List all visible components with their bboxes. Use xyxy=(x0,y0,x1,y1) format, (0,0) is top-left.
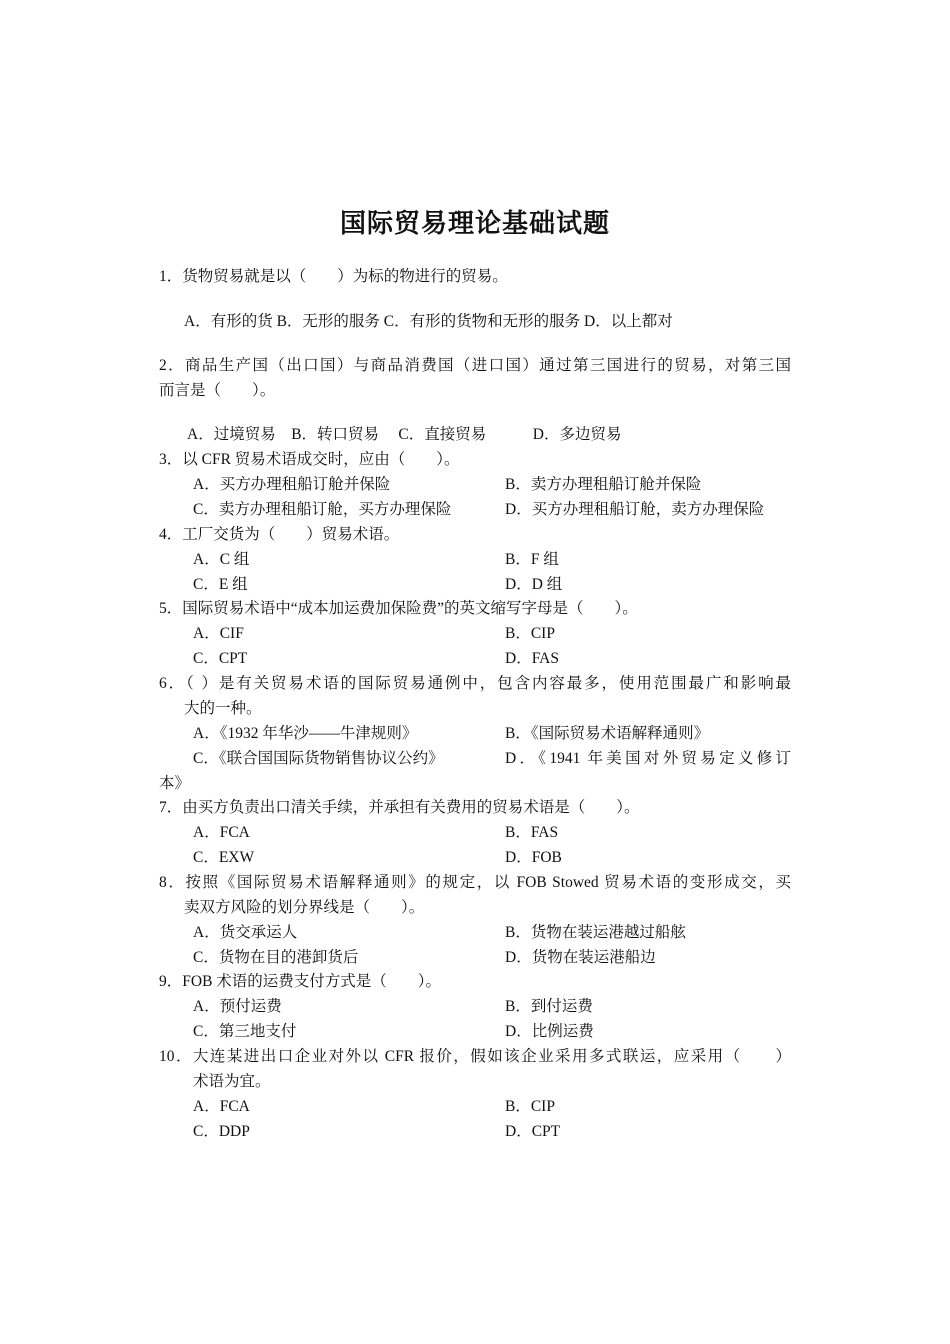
question-6-option-a: A．《1932 年华沙——牛津规则》 xyxy=(193,725,418,742)
question-9-stem: 9．FOB 术语的运费支付方式是（ ）。 xyxy=(159,973,442,990)
question-3-stem: 3．以 CFR 贸易术语成交时，应由（ ）。 xyxy=(159,451,460,468)
question-8-option-c: C．货物在目的港卸货后 xyxy=(193,949,359,966)
question-7-option-d: D．FOB xyxy=(505,849,562,866)
question-9-option-d: D．比例运费 xyxy=(505,1023,594,1040)
question-6-option-b: B．《国际贸易术语解释通则》 xyxy=(505,725,710,742)
question-6-stem-line-1: 6．（ ）是有关贸易术语的国际贸易通例中，包含内容最多，使用范围最广和影响最 xyxy=(159,675,791,692)
question-5-option-a: A．CIF xyxy=(193,625,244,642)
question-5-option-b: B．CIP xyxy=(505,625,555,642)
question-6-stem-line-2: 大的一种。 xyxy=(184,700,262,717)
question-7-stem: 7．由买方负责出口清关手续，并承担有关费用的贸易术语是（ ）。 xyxy=(159,799,640,816)
question-7-option-a: A．FCA xyxy=(193,824,250,841)
question-7-option-b: B．FAS xyxy=(505,824,559,841)
question-8-stem-line-2: 卖双方风险的划分界线是（ ）。 xyxy=(184,899,425,916)
question-5-option-d: D．FAS xyxy=(505,650,559,667)
page-title: 国际贸易理论基础试题 xyxy=(339,209,610,239)
question-2-options: A．过境贸易 B．转口贸易 C．直接贸易 D．多边贸易 xyxy=(187,426,622,443)
question-9-option-b: B．到付运费 xyxy=(505,998,593,1015)
question-1-options: A．有形的货 B．无形的服务 C．有形的货物和无形的服务 D．以上都对 xyxy=(184,313,673,330)
question-7-option-c: C．EXW xyxy=(193,849,255,866)
question-5-stem: 5．国际贸易术语中“成本加运费加保险费”的英文缩写字母是（ ）。 xyxy=(159,600,638,617)
question-3-option-b: B．卖方办理租船订舱并保险 xyxy=(505,476,702,493)
question-4-stem: 4．工厂交货为（ ）贸易术语。 xyxy=(159,526,400,543)
question-8-option-a: A．货交承运人 xyxy=(193,924,298,941)
question-4-option-d: D．D 组 xyxy=(505,576,563,593)
question-3-option-a: A．买方办理租船订舱并保险 xyxy=(193,476,391,493)
question-9-option-a: A．预付运费 xyxy=(193,998,282,1015)
question-4-option-a: A．C 组 xyxy=(193,551,250,568)
question-10-option-a: A．FCA xyxy=(193,1098,250,1115)
question-10-option-c: C．DDP xyxy=(193,1123,250,1140)
question-6-option-c: C．《联合国国际货物销售协议公约》 xyxy=(193,750,444,767)
question-3-option-c: C．卖方办理租船订舱，买方办理保险 xyxy=(193,501,452,518)
question-2-stem-line-2: 而言是（ ）。 xyxy=(159,382,276,399)
question-5-option-c: C．CPT xyxy=(193,650,248,667)
question-10-option-d: D．CPT xyxy=(505,1123,561,1140)
question-4-option-c: C．E 组 xyxy=(193,576,248,593)
question-8-stem-line-1: 8．按照《国际贸易术语解释通则》的规定，以 FOB Stowed 贸易术语的变形成交，买 xyxy=(159,874,791,891)
question-3-option-d: D．买方办理租船订舱，卖方办理保险 xyxy=(505,501,765,518)
question-6-option-d: D．《1941 年美国对外贸易定义修订 xyxy=(505,750,791,767)
question-4-option-b: B．F 组 xyxy=(505,551,559,568)
question-2-stem-line-1: 2．商品生产国（出口国）与商品消费国（进口国）通过第三国进行的贸易，对第三国 xyxy=(159,357,791,374)
question-8-option-b: B．货物在装运港越过船舷 xyxy=(505,924,686,941)
question-9-option-c: C．第三地支付 xyxy=(193,1023,297,1040)
question-8-option-d: D．货物在装运港船边 xyxy=(505,949,656,966)
question-1-stem: 1．货物贸易就是以（ ）为标的物进行的贸易。 xyxy=(159,268,508,285)
question-10-stem-line-2: 术语为宜。 xyxy=(193,1073,271,1090)
question-10-stem-line-1: 10．大连某进出口企业对外以 CFR 报价，假如该企业采用多式联运，应采用（ ） xyxy=(159,1048,791,1065)
question-10-option-b: B．CIP xyxy=(505,1098,555,1115)
question-6-option-d-continued: 本》 xyxy=(159,775,191,792)
